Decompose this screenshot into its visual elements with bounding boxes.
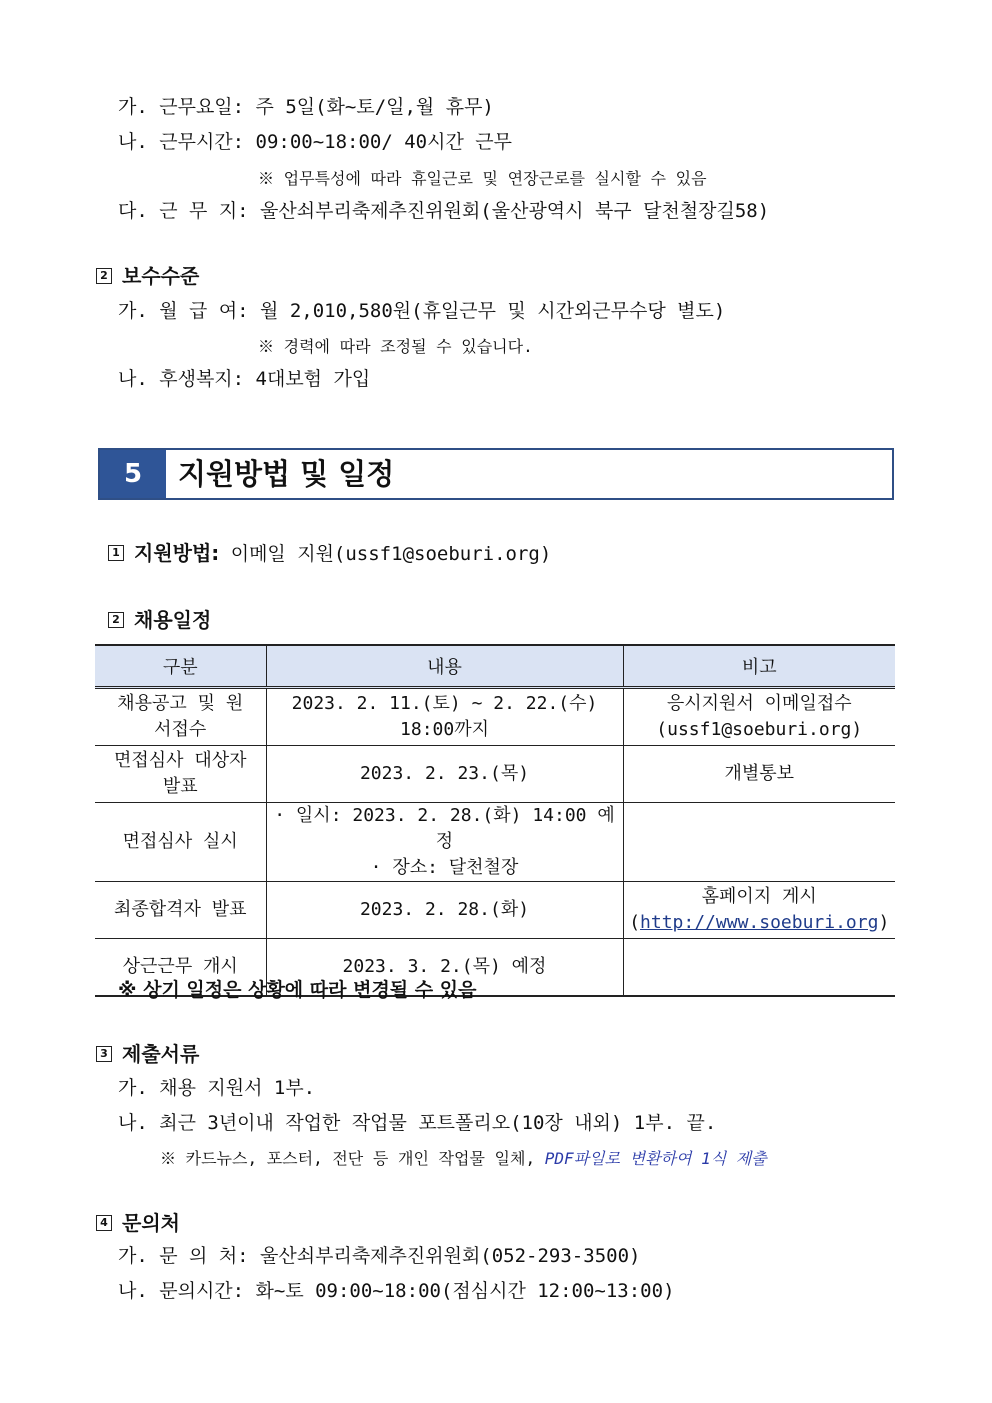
row-category: 면접심사 실시: [95, 803, 266, 882]
docs-heading: [96, 1038, 199, 1067]
section-banner: [98, 448, 894, 500]
row-content: · 일시: 2023. 2. 28.(화) 14:00 예정 · 장소: 달천철장: [266, 803, 623, 882]
row-note: [623, 939, 895, 997]
work-place: 다. 근 무 지: 울산쇠부리축제추진위원회(울산광역시 북구 달천철장길58): [118, 200, 770, 222]
row-category: 채용공고 및 원서접수: [95, 688, 266, 746]
row-category: 최종합격자 발표: [95, 882, 266, 939]
docs-number-box: 3: [96, 1046, 112, 1062]
schedule-note: ※ 상기 일정은 상황에 따라 변경될 수 있음: [118, 979, 477, 1001]
row-content: 2023. 2. 23.(목): [266, 746, 623, 803]
docs-item-1: 가. 채용 지원서 1부.: [118, 1077, 316, 1099]
docs-title: 제출서류: [122, 1042, 200, 1066]
column-header: 내용: [266, 645, 623, 688]
schedule-number-box: 2: [108, 612, 124, 628]
pay-salary-note: ※ 경력에 따라 조정될 수 있습니다.: [258, 337, 533, 356]
pay-number-box: 2: [96, 268, 112, 284]
row-note: 홈페이지 게시 (http://www.soeburi.org): [623, 882, 895, 939]
pay-salary: 가. 월 급 여: 월 2,010,580원(휴일근무 및 시간외근무수당 별도): [118, 300, 726, 322]
apply-value: 이메일 지원(ussf1@soeburi.org): [219, 543, 552, 565]
row-content: 2023. 2. 28.(화): [266, 882, 623, 939]
row-note: 개별통보: [623, 746, 895, 803]
schedule-table: [95, 644, 895, 997]
contact-time: 나. 문의시간: 화~토 09:00~18:00(점심시간 12:00~13:00): [118, 1280, 675, 1302]
row-note: [623, 803, 895, 882]
contact-title: 문의처: [122, 1211, 180, 1235]
work-hours-note: ※ 업무특성에 따라 휴일근로 및 연장근로를 실시할 수 있음: [258, 169, 707, 188]
pay-welfare: 나. 후생복지: 4대보험 가입: [118, 368, 371, 390]
work-hours: 나. 근무시간: 09:00~18:00/ 40시간 근무: [118, 131, 512, 153]
section-number: 5: [100, 450, 166, 498]
homepage-link[interactable]: http://www.soeburi.org: [640, 912, 879, 933]
row-category: 상근근무 개시: [95, 939, 266, 997]
row-category: 면접심사 대상자 발표: [95, 746, 266, 803]
column-header: 비고: [623, 645, 895, 688]
schedule-title: 채용일정: [134, 608, 212, 632]
apply-number-box: 1: [108, 545, 124, 561]
apply-label: 지원방법:: [134, 541, 220, 565]
pay-heading: [96, 260, 199, 289]
row-content: 2023. 3. 2.(목) 예정: [266, 939, 623, 997]
docs-note-emphasis: PDF파일로 변환하여 1식 제출: [544, 1149, 767, 1168]
row-note: 응시지원서 이메일접수 (ussf1@soeburi.org): [623, 688, 895, 746]
docs-item-2: 나. 최근 3년이내 작업한 작업물 포트폴리오(10장 내외) 1부. 끝.: [118, 1112, 717, 1134]
contact-number-box: 4: [96, 1215, 112, 1231]
docs-note: ※ 카드뉴스, 포스터, 전단 등 개인 작업물 일체, PDF파일로 변환하여 1식 제출: [160, 1149, 767, 1168]
schedule-heading: [108, 604, 211, 633]
work-days: 가. 근무요일: 주 5일(화~토/일,월 휴무): [118, 96, 494, 118]
table-header-row: [95, 645, 895, 688]
apply-method: [108, 537, 551, 566]
table-row: [95, 688, 895, 746]
column-header: 구분: [95, 645, 266, 688]
contact-where: 가. 문 의 처: 울산쇠부리축제추진위원회(052-293-3500): [118, 1245, 641, 1267]
section-title: 지원방법 및 일정: [178, 457, 395, 491]
row-content: 2023. 2. 11.(토) ~ 2. 22.(수) 18:00까지: [266, 688, 623, 746]
pay-title: 보수수준: [122, 264, 200, 288]
table-row: [95, 803, 895, 882]
table-row: [95, 746, 895, 803]
table-row: [95, 882, 895, 939]
contact-heading: [96, 1207, 180, 1236]
